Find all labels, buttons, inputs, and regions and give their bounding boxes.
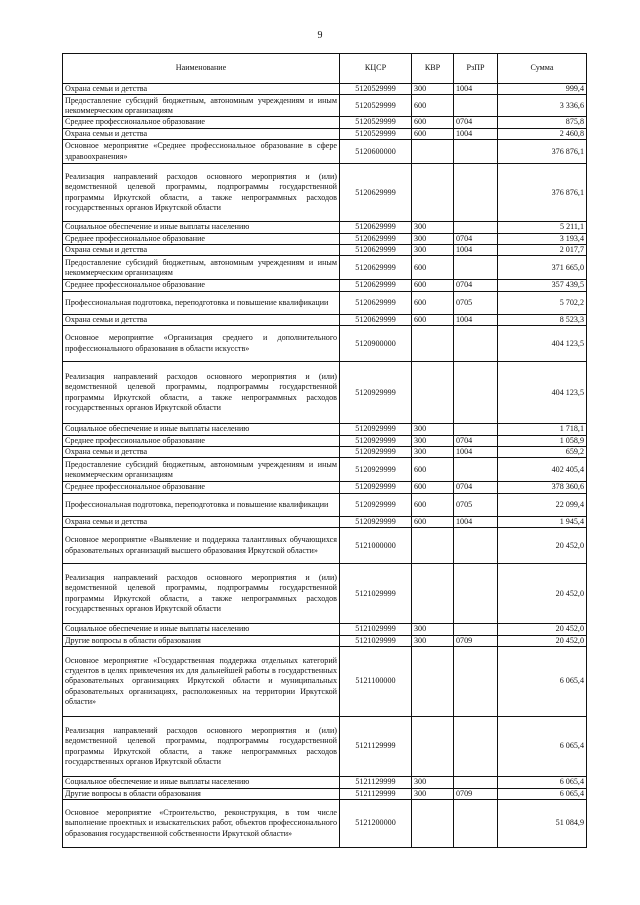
cell-kvr [412,164,454,222]
cell-sum: 3 193,4 [498,233,587,244]
table-row [63,326,587,362]
cell-sum: 1 945,4 [498,516,587,527]
table-row [63,280,587,291]
cell-sum: 8 523,3 [498,314,587,325]
cell-kcsr: 5120929999 [340,435,412,446]
cell-kcsr: 5120600000 [340,140,412,164]
cell-kvr: 300 [412,447,454,458]
header-rzpr: РзПР [454,54,498,84]
table-row [63,245,587,256]
cell-sum: 20 452,0 [498,635,587,646]
cell-sum: 376 876,1 [498,140,587,164]
cell-name: Среднее профессиональное образование [63,435,340,446]
table-row [63,647,587,717]
cell-rzpr [454,624,498,635]
cell-kvr: 600 [412,95,454,117]
header-kvr: КВР [412,54,454,84]
cell-sum: 20 452,0 [498,624,587,635]
cell-rzpr [454,647,498,717]
cell-kcsr: 5121129999 [340,717,412,777]
cell-kvr: 600 [412,291,454,314]
cell-kcsr: 5121029999 [340,635,412,646]
table-row [63,362,587,424]
cell-rzpr [454,424,498,435]
cell-rzpr: 0704 [454,435,498,446]
table-row [63,95,587,117]
cell-kvr: 300 [412,788,454,799]
cell-rzpr: 0709 [454,635,498,646]
cell-name: Социальное обеспечение и иные выплаты населению [63,777,340,788]
cell-rzpr [454,164,498,222]
cell-kvr: 300 [412,84,454,95]
cell-kvr: 600 [412,516,454,527]
cell-sum: 357 439,5 [498,280,587,291]
cell-kcsr: 5120629999 [340,291,412,314]
cell-name: Социальное обеспечение и иные выплаты населению [63,222,340,233]
cell-kvr: 300 [412,245,454,256]
table-row [63,291,587,314]
cell-name: Основное мероприятие «Организация среднего и дополнительного профессионального образования в области искусств» [63,326,340,362]
cell-sum: 6 065,4 [498,777,587,788]
cell-sum: 875,8 [498,117,587,128]
table-row [63,447,587,458]
header-sum: Сумма [498,54,587,84]
cell-name: Реализация направлений расходов основного мероприятия и (или) ведомственной целевой программы, подпрограммы государственной программы Иркутской области, а также непрограммных расходов государственных органов Иркутской области [63,717,340,777]
cell-name: Основное мероприятие «Строительство, реконструкция, в том числе выполнение проектных и изыскательских работ, объектов профессионального образования государственной собственности Иркутской области» [63,799,340,847]
cell-sum: 51 084,9 [498,799,587,847]
table-row [63,777,587,788]
cell-name: Предоставление субсидий бюджетным, автономным учреждениям и иным некоммерческим организациям [63,458,340,482]
cell-kcsr: 5121029999 [340,624,412,635]
cell-name: Охрана семьи и детства [63,447,340,458]
cell-kcsr: 5120629999 [340,245,412,256]
table-row [63,256,587,280]
cell-rzpr: 1004 [454,245,498,256]
cell-rzpr: 0704 [454,280,498,291]
cell-kvr: 600 [412,493,454,516]
cell-rzpr [454,256,498,280]
table-row [63,493,587,516]
table-row [63,788,587,799]
cell-rzpr [454,458,498,482]
cell-rzpr: 0705 [454,493,498,516]
cell-rzpr [454,717,498,777]
cell-kvr [412,140,454,164]
cell-rzpr [454,564,498,624]
table-row [63,128,587,139]
cell-rzpr [454,799,498,847]
table-header-row [63,54,587,84]
cell-kvr [412,647,454,717]
cell-kcsr: 5120929999 [340,493,412,516]
cell-rzpr [454,222,498,233]
cell-kcsr: 5120929999 [340,482,412,493]
cell-rzpr: 0709 [454,788,498,799]
cell-kvr: 300 [412,777,454,788]
cell-name: Предоставление субсидий бюджетным, автономным учреждениям и иным некоммерческим организациям [63,256,340,280]
cell-name: Охрана семьи и детства [63,314,340,325]
cell-kcsr: 5120629999 [340,222,412,233]
cell-kvr: 600 [412,458,454,482]
cell-sum: 659,2 [498,447,587,458]
cell-sum: 1 058,9 [498,435,587,446]
cell-rzpr: 1004 [454,84,498,95]
cell-name: Социальное обеспечение и иные выплаты населению [63,424,340,435]
cell-name: Среднее профессиональное образование [63,117,340,128]
cell-sum: 3 336,6 [498,95,587,117]
cell-rzpr: 1004 [454,314,498,325]
cell-kcsr: 5120900000 [340,326,412,362]
cell-name: Основное мероприятие «Государственная поддержка отдельных категорий студентов в целях привлечения их для дальнейшей работы в государственных образовательных организациях Иркутской области и муниципальных образовательных организациях, расположенных на территории Иркутской области» [63,647,340,717]
cell-sum: 2 017,7 [498,245,587,256]
table-row [63,424,587,435]
cell-sum: 5 211,1 [498,222,587,233]
cell-sum: 2 460,8 [498,128,587,139]
cell-kvr: 600 [412,117,454,128]
cell-kvr: 600 [412,314,454,325]
cell-kcsr: 5120929999 [340,458,412,482]
cell-name: Среднее профессиональное образование [63,280,340,291]
cell-name: Реализация направлений расходов основного мероприятия и (или) ведомственной целевой программы, подпрограммы государственной программы Иркутской области, а также непрограммных расходов государственных органов Иркутской области [63,564,340,624]
table-row [63,140,587,164]
cell-rzpr: 1004 [454,447,498,458]
cell-name: Основное мероприятие «Выявление и поддержка талантливых обучающихся образовательных организаций высшего образования Иркутской области» [63,528,340,564]
cell-kvr: 600 [412,256,454,280]
cell-name: Охрана семьи и детства [63,128,340,139]
table-row [63,482,587,493]
header-name: Наименование [63,54,340,84]
table-row [63,516,587,527]
table-row [63,717,587,777]
page-number: 9 [317,30,323,41]
table-body [63,84,587,848]
cell-sum: 1 718,1 [498,424,587,435]
cell-sum: 6 065,4 [498,717,587,777]
cell-kvr: 600 [412,280,454,291]
cell-sum: 371 665,0 [498,256,587,280]
cell-kcsr: 5120929999 [340,447,412,458]
cell-rzpr [454,362,498,424]
table-row [63,564,587,624]
cell-sum: 22 099,4 [498,493,587,516]
cell-sum: 404 123,5 [498,326,587,362]
budget-table [62,53,587,848]
cell-kcsr: 5120629999 [340,233,412,244]
cell-kvr [412,362,454,424]
cell-kvr: 300 [412,435,454,446]
table-row [63,164,587,222]
cell-sum: 6 065,4 [498,647,587,717]
cell-rzpr: 0704 [454,233,498,244]
table-row [63,222,587,233]
cell-kcsr: 5120929999 [340,362,412,424]
cell-kcsr: 5120629999 [340,256,412,280]
cell-kcsr: 5121029999 [340,564,412,624]
cell-kvr [412,528,454,564]
cell-sum: 402 405,4 [498,458,587,482]
cell-kvr: 300 [412,424,454,435]
cell-kvr: 300 [412,233,454,244]
cell-kcsr: 5120529999 [340,117,412,128]
cell-rzpr: 1004 [454,516,498,527]
cell-sum: 999,4 [498,84,587,95]
cell-name: Другие вопросы в области образования [63,788,340,799]
cell-rzpr: 0704 [454,117,498,128]
table-row [63,528,587,564]
cell-kvr [412,799,454,847]
cell-name: Реализация направлений расходов основного мероприятия и (или) ведомственной целевой программы, подпрограммы государственной программы Иркутской области, а также непрограммных расходов государственных органов Иркутской области [63,362,340,424]
cell-sum: 378 360,6 [498,482,587,493]
cell-rzpr: 0705 [454,291,498,314]
cell-name: Основное мероприятие «Среднее профессиональное образование в сфере здравоохранения» [63,140,340,164]
cell-name: Среднее профессиональное образование [63,233,340,244]
cell-kvr: 300 [412,635,454,646]
header-kcsr: КЦСР [340,54,412,84]
cell-kvr: 300 [412,624,454,635]
cell-name: Профессиональная подготовка, переподготовка и повышение квалификации [63,493,340,516]
cell-sum: 404 123,5 [498,362,587,424]
cell-rzpr: 1004 [454,128,498,139]
cell-name: Другие вопросы в области образования [63,635,340,646]
cell-name: Социальное обеспечение и иные выплаты населению [63,624,340,635]
cell-kcsr: 5120529999 [340,84,412,95]
table-row [63,84,587,95]
table-row [63,233,587,244]
cell-kvr: 600 [412,482,454,493]
cell-rzpr [454,140,498,164]
cell-kcsr: 5121129999 [340,788,412,799]
cell-kcsr: 5121100000 [340,647,412,717]
cell-name: Реализация направлений расходов основного мероприятия и (или) ведомственной целевой программы, подпрограммы государственной программы Иркутской области, а также непрограммных расходов государственных органов Иркутской области [63,164,340,222]
cell-name: Среднее профессиональное образование [63,482,340,493]
cell-kcsr: 5120929999 [340,516,412,527]
cell-rzpr: 0704 [454,482,498,493]
cell-kcsr: 5120529999 [340,95,412,117]
table-row [63,635,587,646]
cell-name: Охрана семьи и детства [63,516,340,527]
cell-kcsr: 5121200000 [340,799,412,847]
table-row [63,435,587,446]
cell-rzpr [454,326,498,362]
table-row [63,624,587,635]
cell-kcsr: 5121129999 [340,777,412,788]
cell-name: Предоставление субсидий бюджетным, автономным учреждениям и иным некоммерческим организациям [63,95,340,117]
cell-sum: 20 452,0 [498,528,587,564]
cell-kvr [412,326,454,362]
cell-name: Профессиональная подготовка, переподготовка и повышение квалификации [63,291,340,314]
cell-sum: 5 702,2 [498,291,587,314]
cell-rzpr [454,528,498,564]
table-row [63,117,587,128]
cell-kvr [412,717,454,777]
cell-kcsr: 5121000000 [340,528,412,564]
cell-kcsr: 5120929999 [340,424,412,435]
cell-name: Охрана семьи и детства [63,245,340,256]
cell-kvr: 300 [412,222,454,233]
cell-kcsr: 5120629999 [340,164,412,222]
cell-kcsr: 5120629999 [340,314,412,325]
cell-sum: 376 876,1 [498,164,587,222]
cell-kcsr: 5120529999 [340,128,412,139]
cell-rzpr [454,777,498,788]
cell-name: Охрана семьи и детства [63,84,340,95]
table-row [63,799,587,847]
table-row [63,458,587,482]
cell-kvr [412,564,454,624]
cell-kvr: 600 [412,128,454,139]
cell-sum: 20 452,0 [498,564,587,624]
cell-kcsr: 5120629999 [340,280,412,291]
table-row [63,314,587,325]
cell-rzpr [454,95,498,117]
cell-sum: 6 065,4 [498,788,587,799]
